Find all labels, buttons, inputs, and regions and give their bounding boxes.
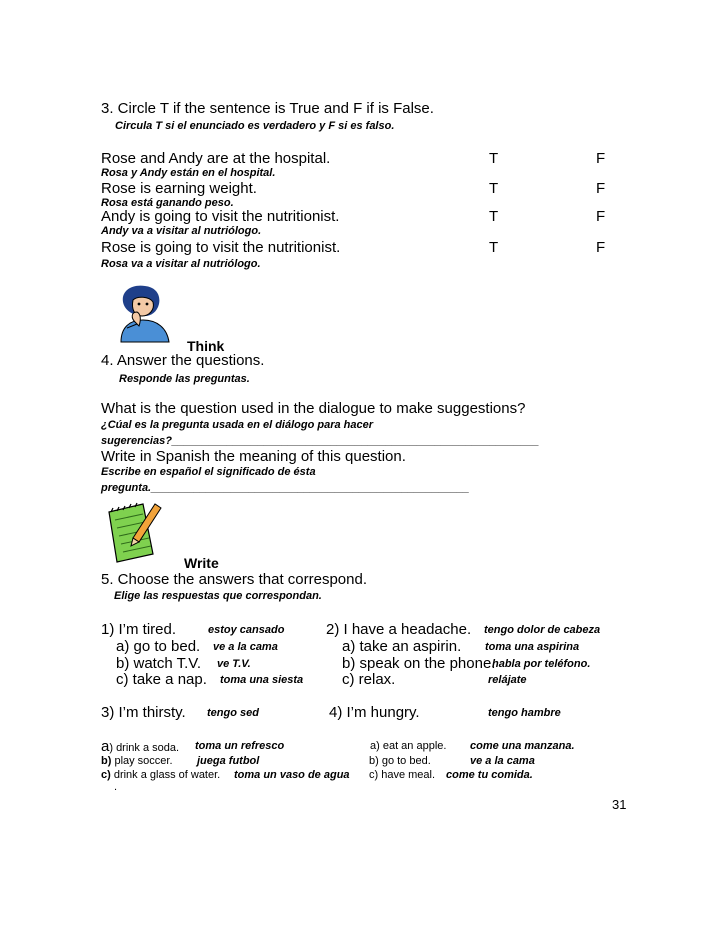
q3-option-a[interactable] bbox=[101, 738, 179, 756]
q3-option-a-text: ) drink a soda. bbox=[109, 742, 180, 754]
section4-title: 4. Answer the questions. bbox=[101, 352, 265, 369]
question-1-es: ¿Cúal es la pregunta usada en el diálogo para hacer bbox=[101, 419, 374, 431]
q4-option-b[interactable]: b) go to bed. bbox=[369, 755, 431, 767]
q2-head: 2) I have a headache. bbox=[326, 621, 472, 638]
q3-option-b[interactable] bbox=[101, 755, 173, 767]
statement-4-en: Rose is going to visit the nutritionist. bbox=[101, 239, 341, 256]
statement-2-es: Rosa está ganando peso. bbox=[101, 197, 234, 209]
stray-dot: . bbox=[114, 781, 118, 793]
q3-option-b-text: play soccer. bbox=[111, 755, 173, 767]
q2-head-es: tengo dolor de cabeza bbox=[484, 624, 601, 636]
answer-2-line[interactable]: pregunta.____________________________________________________ bbox=[101, 482, 470, 494]
statement-1-false[interactable]: F bbox=[596, 150, 606, 167]
statement-4-es: Rosa va a visitar al nutriólogo. bbox=[101, 258, 261, 270]
q1-head: 1) I’m tired. bbox=[101, 621, 177, 638]
write-label: Write bbox=[184, 555, 219, 571]
q3-option-c-letter: c) bbox=[101, 769, 111, 781]
q3-head: 3) I’m thirsty. bbox=[101, 704, 186, 721]
section3-subtitle: Circula T si el enunciado es verdadero y F si es falso. bbox=[115, 120, 395, 132]
statement-4-true[interactable]: T bbox=[489, 239, 499, 256]
section5-subtitle: Elige las respuestas que correspondan. bbox=[114, 590, 322, 602]
q2-option-b-es: habla por teléfono. bbox=[492, 658, 591, 670]
q4-option-a[interactable]: a) eat an apple. bbox=[370, 740, 447, 752]
thinking-person-icon bbox=[115, 282, 175, 344]
section4-subtitle: Responde las preguntas. bbox=[119, 373, 250, 385]
q4-option-c[interactable]: c) have meal. bbox=[369, 769, 436, 781]
q2-option-c[interactable]: c) relax. bbox=[342, 671, 396, 688]
question-2-en: Write in Spanish the meaning of this question. bbox=[101, 448, 406, 465]
q3-option-c-es: toma un vaso de agua bbox=[234, 769, 350, 781]
answer-1-line[interactable]: sugerencias?____________________________________________________________ bbox=[101, 435, 539, 447]
q3-option-c-text: drink a glass of water. bbox=[110, 769, 221, 781]
notebook-pencil-icon bbox=[103, 498, 165, 564]
section3-title: 3. Circle T if the sentence is True and F if is False. bbox=[101, 100, 434, 117]
statement-2-false[interactable]: F bbox=[596, 180, 606, 197]
q4-head: 4) I’m hungry. bbox=[329, 704, 420, 721]
q3-option-b-letter: b) bbox=[101, 755, 112, 767]
q1-option-b[interactable]: b) watch T.V. bbox=[116, 655, 202, 672]
q3-option-a-es: toma un refresco bbox=[195, 740, 285, 752]
page-number: 31 bbox=[612, 797, 627, 812]
q2-option-a-es: toma una aspirina bbox=[485, 641, 580, 653]
question-1-en: What is the question used in the dialogue to make suggestions? bbox=[101, 400, 526, 417]
q4-option-b-es: ve a la cama bbox=[470, 755, 535, 767]
q3-head-es: tengo sed bbox=[207, 707, 259, 719]
statement-3-false[interactable]: F bbox=[596, 208, 606, 225]
q1-option-c-es: toma una siesta bbox=[220, 674, 304, 686]
q1-option-b-es: ve T.V. bbox=[217, 658, 251, 670]
q3-option-b-es: juega futbol bbox=[197, 755, 260, 767]
q2-option-b[interactable]: b) speak on the phone. bbox=[342, 655, 496, 672]
q4-head-es: tengo hambre bbox=[488, 707, 561, 719]
statement-3-es: Andy va a visitar al nutriólogo. bbox=[101, 225, 262, 237]
statement-3-en: Andy is going to visit the nutritionist. bbox=[101, 208, 340, 225]
statement-3-true[interactable]: T bbox=[489, 208, 499, 225]
q2-option-c-es: relájate bbox=[488, 674, 527, 686]
q1-head-es: estoy cansado bbox=[208, 624, 285, 636]
q3-option-c[interactable] bbox=[101, 769, 220, 781]
q4-option-c-es: come tu comida. bbox=[446, 769, 533, 781]
statement-2-en: Rose is earning weight. bbox=[101, 180, 257, 197]
q2-option-a[interactable]: a) take an aspirin. bbox=[342, 638, 462, 655]
q1-option-a-es: ve a la cama bbox=[213, 641, 278, 653]
statement-1-true[interactable]: T bbox=[489, 150, 499, 167]
question-2-es: Escribe en español el significado de ésta bbox=[101, 466, 316, 478]
section5-title: 5. Choose the answers that correspond. bbox=[101, 571, 367, 588]
statement-2-true[interactable]: T bbox=[489, 180, 499, 197]
statement-1-en: Rose and Andy are at the hospital. bbox=[101, 150, 331, 167]
think-label: Think bbox=[187, 338, 225, 354]
q1-option-a[interactable]: a) go to bed. bbox=[116, 638, 201, 655]
statement-4-false[interactable]: F bbox=[596, 239, 606, 256]
q1-option-c[interactable]: c) take a nap. bbox=[116, 671, 207, 688]
q4-option-a-es: come una manzana. bbox=[470, 740, 575, 752]
statement-1-es: Rosa y Andy están en el hospital. bbox=[101, 167, 276, 179]
q3-option-a-letter: a bbox=[101, 738, 110, 755]
